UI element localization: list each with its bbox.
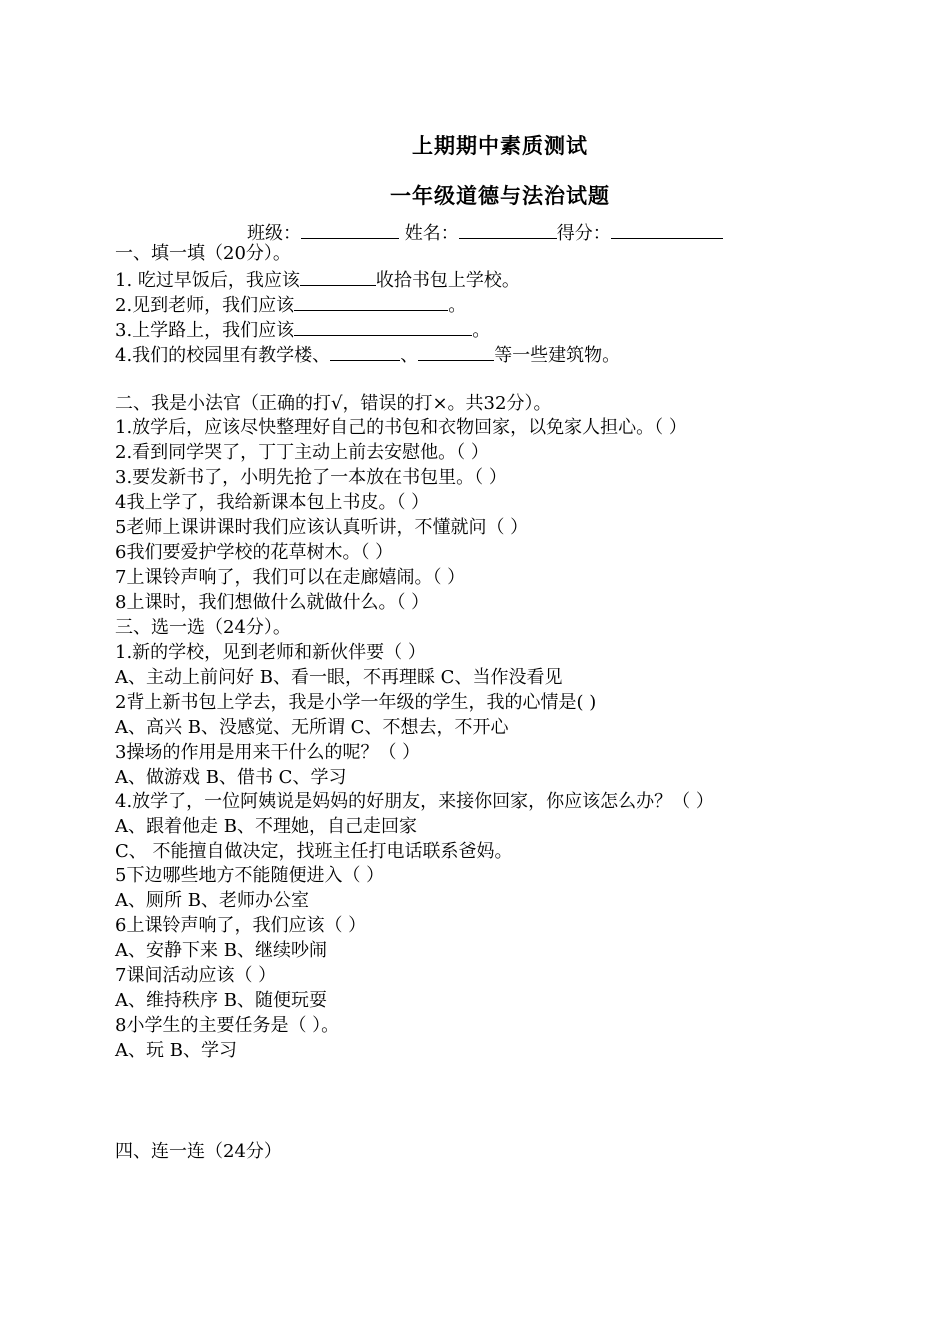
fill-blank[interactable] (294, 317, 472, 336)
choice-options: A、主动上前问好 B、看一眼，不再理睬 C、当作没看见 (115, 667, 563, 688)
fill-question-2: 2.见到老师，我们应该 。 (115, 292, 466, 318)
score-label: 得分： (556, 223, 611, 244)
score-blank[interactable] (611, 220, 723, 239)
name-blank[interactable] (459, 220, 557, 239)
fill-question-3: 3.上学路上，我们应该 。 (115, 317, 490, 343)
student-info-row (247, 219, 723, 245)
choice-options: A、做游戏 B、借书 C、学习 (115, 767, 347, 788)
choice-question: 4.放学了，一位阿姨说是妈妈的好朋友，来接你回家，你应该怎么办？（ ） (115, 791, 714, 812)
judge-item: 7上课铃声响了，我们可以在走廊嬉闹。（ ） (115, 567, 466, 588)
judge-item: 6我们要爱护学校的花草树木。（ ） (115, 542, 394, 563)
choice-options: A、安静下来 B、继续吵闹 (115, 940, 327, 961)
fill-question-4: 4.我们的校园里有教学楼、 、 等一些建筑物。 (115, 342, 620, 368)
fill-blank[interactable] (300, 267, 376, 286)
fill-blank[interactable] (294, 292, 448, 311)
choice-question: 1.新的学校，见到老师和新伙伴要（ ） (115, 642, 426, 663)
choice-question: 8小学生的主要任务是（ ）。 (115, 1015, 340, 1036)
exam-subtitle: 一年级道德与法治试题 (390, 184, 610, 208)
class-blank[interactable] (301, 220, 399, 239)
judge-item: 2.看到同学哭了，丁丁主动上前去安慰他。（ ） (115, 442, 489, 463)
fill-blank[interactable] (330, 342, 400, 361)
judge-item: 4我上学了，我给新课本包上书皮。（ ） (115, 492, 430, 513)
choice-options: A、高兴 B、没感觉、无所谓 C、不想去，不开心 (115, 717, 509, 738)
choice-options: A、玩 B、学习 (115, 1040, 237, 1061)
judge-item: 1.放学后，应该尽快整理好自己的书包和衣物回家，以免家人担心。（ ） (115, 417, 687, 438)
judge-item: 3.要发新书了，小明先抢了一本放在书包里。（ ） (115, 467, 507, 488)
choice-options: C、 不能擅自做决定，找班主任打电话联系爸妈。 (115, 841, 513, 862)
judge-item: 8上课时，我们想做什么就做什么。（ ） (115, 592, 430, 613)
section4-heading: 四、连一连（24分） (115, 1141, 282, 1162)
judge-item: 5老师上课讲课时我们应该认真听讲，不懂就问（ ） (115, 517, 529, 538)
section1-heading: 一、填一填（20分）。 (115, 243, 291, 264)
class-label: 班级： (247, 223, 301, 244)
choice-question: 6上课铃声响了，我们应该（ ） (115, 915, 367, 936)
choice-question: 2背上新书包上学去，我是小学一年级的学生，我的心情是( ) (115, 692, 597, 713)
choice-question: 5下边哪些地方不能随便进入（ ） (115, 865, 385, 886)
choice-question: 3操场的作用是用来干什么的呢？（ ） (115, 742, 421, 763)
section2-heading: 二、我是小法官（正确的打√，错误的打×。共32分）。 (115, 393, 552, 414)
choice-options: A、维持秩序 B、随便玩耍 (115, 990, 327, 1011)
fill-question-1: 1. 吃过早饭后，我应该 收拾书包上学校。 (115, 267, 520, 293)
name-label: 姓名： (404, 223, 459, 244)
choice-question: 7课间活动应该（ ） (115, 965, 277, 986)
choice-options: A、厕所 B、老师办公室 (115, 890, 309, 911)
fill-blank[interactable] (418, 342, 494, 361)
section3-heading: 三、选一选（24分）。 (115, 617, 291, 638)
exam-title: 上期期中素质测试 (412, 134, 588, 158)
choice-options: A、跟着他走 B、不理她，自己走回家 (115, 816, 417, 837)
